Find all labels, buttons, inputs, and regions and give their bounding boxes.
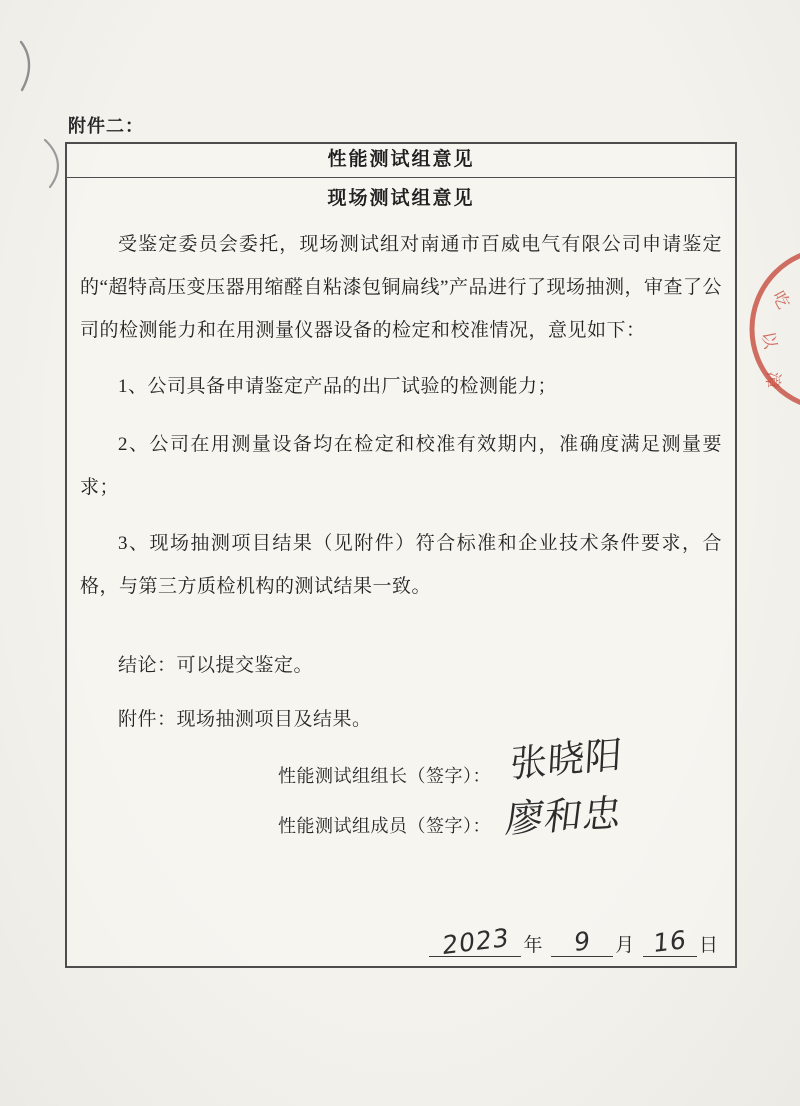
- paragraph-point-1: 1、公司具备申请鉴定产品的出厂试验的检测能力；: [118, 376, 558, 397]
- signature-row-member: [278, 790, 722, 855]
- opinion-form-table: [65, 142, 737, 968]
- handwritten-month: 9: [573, 925, 592, 958]
- paragraph-point-3: 3、现场抽测项目结果（见附件）符合标准和企业技术条件要求，合格，与第三方质检机构的测试结果一致。: [80, 533, 722, 597]
- table-subtitle: 现场测试组意见: [327, 188, 475, 209]
- date-month-slot: [551, 925, 613, 958]
- date-month-unit: 月: [615, 935, 636, 956]
- paragraph-intro: 受鉴定委员会委托，现场测试组对南通市百威电气有限公司申请鉴定的“超特高压变压器用缩醛自粘漆包铜扁线”产品进行了现场抽测，审查了公司的检测能力和在用测量仪器设备的检定和校准情况，意见如下：: [80, 234, 722, 341]
- table-title: 性能测试组意见: [67, 144, 735, 178]
- attachment-note-line: 附件：现场抽测项目及结果。: [118, 709, 372, 730]
- signature-block: [278, 732, 722, 855]
- seal-character-1: 吃: [768, 287, 794, 312]
- conclusion-line: 结论：可以提交鉴定。: [118, 655, 314, 676]
- date-year-unit: 年: [523, 935, 544, 956]
- signature-label-member: 性能测试组成员（签字）：: [278, 816, 491, 836]
- date-day-unit: 日: [698, 935, 719, 956]
- red-seal-partial: [738, 243, 800, 415]
- signature-row-leader: [278, 732, 722, 805]
- date-day-slot: [643, 924, 697, 959]
- handwritten-year: 2023: [441, 922, 510, 961]
- date-line: [429, 922, 721, 961]
- handwritten-signature-member: 廖和忠: [503, 790, 625, 842]
- signature-label-leader: 性能测试组组长（签字）：: [278, 766, 491, 786]
- attachment-label: 附件二：: [68, 116, 144, 136]
- table-body-cell: [67, 183, 735, 973]
- seal-character-2: 以: [758, 329, 781, 351]
- date-year-slot: [429, 922, 521, 961]
- paragraph-point-2: 2、公司在用测量设备均在检定和校准有效期内，准确度满足测量要求；: [80, 434, 722, 498]
- handwritten-day: 16: [652, 924, 688, 959]
- handwritten-signature-leader: 张晓阳: [509, 732, 624, 787]
- seal-character-3: 漳: [762, 370, 783, 390]
